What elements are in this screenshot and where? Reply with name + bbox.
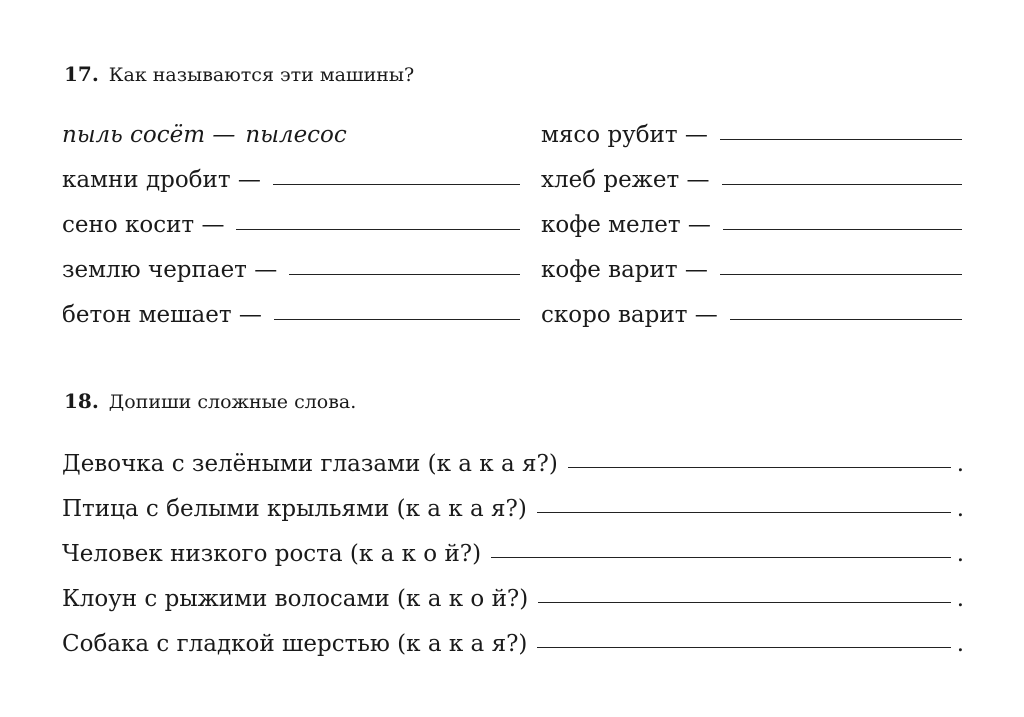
- sentence-prompt: Клоун с рыжими волосами (к а к о й?): [62, 586, 529, 612]
- sentence-period: .: [956, 541, 964, 567]
- machine-prompt: камни дробит —: [62, 167, 261, 193]
- example-answer: пылесос: [245, 122, 347, 148]
- sentence-prompt: Человек низкого роста (к а к о й?): [62, 541, 482, 567]
- sentence-prompt: Птица с белыми крыльями (к а к а я?): [62, 496, 527, 522]
- answer-blank[interactable]: [722, 184, 963, 185]
- machine-prompt: землю черпает —: [62, 257, 278, 283]
- sentence-item: [62, 488, 964, 522]
- task-17-number: 17.: [64, 62, 99, 86]
- sentence-item: [62, 623, 964, 657]
- answer-blank[interactable]: [274, 319, 520, 320]
- answer-blank[interactable]: [273, 184, 520, 185]
- machine-item: [541, 206, 962, 238]
- machine-item: [62, 161, 520, 193]
- machine-prompt: кофе варит —: [541, 257, 708, 283]
- machine-item: [541, 116, 962, 148]
- machine-prompt: хлеб режет —: [541, 167, 710, 193]
- answer-blank[interactable]: [289, 274, 520, 275]
- sentence-period: .: [956, 586, 964, 612]
- machine-item: [541, 161, 962, 193]
- machine-prompt: бетон мешает —: [62, 302, 262, 328]
- machine-item: [62, 251, 520, 283]
- answer-blank[interactable]: [537, 512, 951, 513]
- answer-blank[interactable]: [720, 274, 962, 275]
- machine-item: [541, 251, 962, 283]
- machine-prompt: скоро варит —: [541, 302, 718, 328]
- answer-blank[interactable]: [491, 557, 951, 558]
- task-18-title: [64, 389, 356, 413]
- machine-item: [541, 296, 962, 328]
- machine-prompt: кофе мелет —: [541, 212, 711, 238]
- machine-item: [62, 206, 520, 238]
- answer-blank[interactable]: [537, 647, 950, 648]
- task-18-number: 18.: [64, 389, 99, 413]
- sentence-period: .: [956, 631, 964, 657]
- task-17-title: [64, 62, 414, 86]
- answer-blank[interactable]: [568, 467, 951, 468]
- machine-item: [62, 296, 520, 328]
- task-17-question: Как называются эти машины?: [108, 64, 415, 86]
- answer-blank[interactable]: [720, 139, 962, 140]
- machine-prompt: мясо рубит —: [541, 122, 708, 148]
- example-prompt: пыль сосёт —: [62, 122, 236, 148]
- sentence-prompt: Девочка с зелёными глазами (к а к а я?): [62, 451, 558, 477]
- sentence-item: [62, 533, 964, 567]
- answer-blank[interactable]: [723, 229, 962, 230]
- sentence-prompt: Собака с гладкой шерстью (к а к а я?): [62, 631, 528, 657]
- sentence-period: .: [956, 451, 964, 477]
- answer-blank[interactable]: [730, 319, 962, 320]
- example-row: [62, 116, 520, 148]
- task-18-question: Допиши сложные слова.: [108, 391, 357, 413]
- sentence-item: [62, 578, 964, 612]
- machine-prompt: сено косит —: [62, 212, 225, 238]
- sentence-period: .: [956, 496, 964, 522]
- answer-blank[interactable]: [538, 602, 950, 603]
- sentence-item: [62, 443, 964, 477]
- answer-blank[interactable]: [236, 229, 520, 230]
